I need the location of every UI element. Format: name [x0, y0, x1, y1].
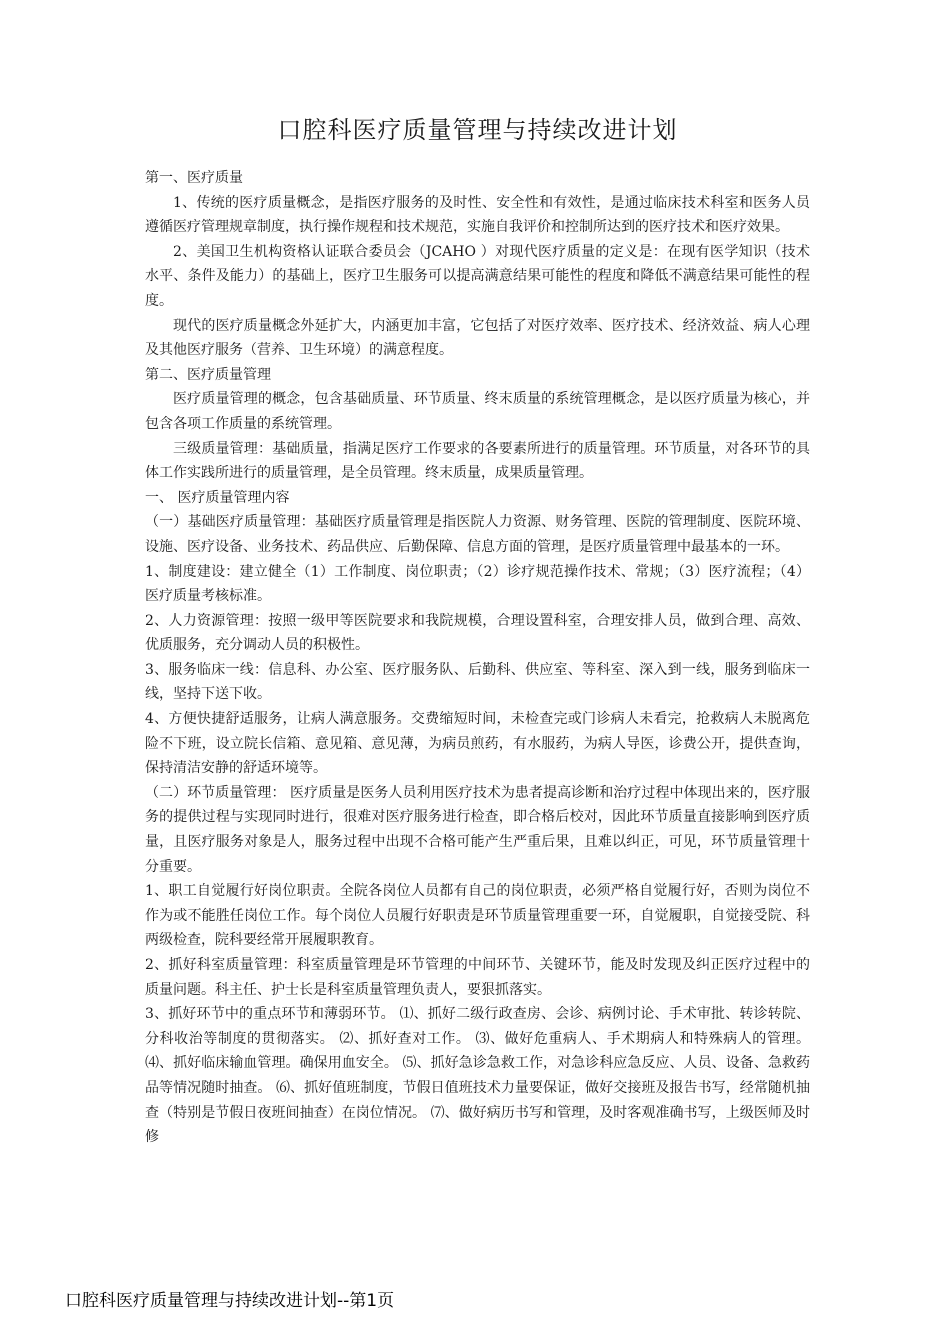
paragraph: 1、传统的医疗质量概念，是指医疗服务的及时性、安全性和有效性，是通过临床技术科室和医务人员遵循医疗管理规章制度，执行操作规程和技术规范，实施自我评价和控制所达到的医疗技术和医疗效果。: [145, 194, 810, 236]
paragraph: （一）基础医疗质量管理：基础医疗质量管理是指医院人力资源、财务管理、医院的管理制度、医院环境、设施、医疗设备、业务技术、药品供应、后勤保障、信息方面的管理，是医疗质量管理中最基本的一环。: [145, 514, 810, 555]
paragraph: 一、 医疗质量管理内容: [145, 489, 290, 506]
paragraph: （二）环节质量管理： 医疗质量是医务人员利用医疗技术为患者提高诊断和治疗过程中体现出来的，医疗服务的提供过程与实现同时进行，很难对医疗服务进行检查，即合格后校对，因此环节质量直接影响到医疗质量，且医疗服务对象是人，服务过程中出现不合格可能产生严重后果，且难以纠正，可见，环节质量管理十分重要。: [145, 784, 810, 875]
page-footer: 口腔科医疗质量管理与持续改进计划--第1页: [65, 1291, 395, 1311]
paragraph: 现代的医疗质量概念外延扩大，内涵更加丰富，它包括了对医疗效率、医疗技术、经济效益、病人心理及其他医疗服务（营养、卫生环境）的满意程度。: [145, 317, 810, 359]
paragraph: 2、抓好科室质量管理：科室质量管理是环节管理的中间环节、关键环节，能及时发现及纠正医疗过程中的质量问题。科主任、护士长是科室质量管理负责人，要狠抓落实。: [145, 957, 810, 998]
paragraph: 1、职工自觉履行好岗位职责。全院各岗位人员都有自己的岗位职责，必须严格自觉履行好，否则为岗位不作为或不能胜任岗位工作。每个岗位人员履行好职责是环节质量管理重要一环，自觉履职，自觉接受院、科两级检查，院科要经常开展履职教育。: [145, 883, 810, 949]
document-body: [145, 166, 810, 1150]
paragraph: 2、美国卫生机构资格认证联合委员会（JCAHO ）对现代医疗质量的定义是：在现有医学知识（技术水平、条件及能力）的基础上，医疗卫生服务可以提高满意结果可能性的程度和降低不满意结果可能性的程度。: [145, 243, 810, 309]
paragraph: 3、抓好环节中的重点环节和薄弱环节。 ⑴、抓好二级行政查房、会诊、病例讨论、手术审批、转诊转院、分科收治等制度的贯彻落实。 ⑵、抓好查对工作。 ⑶、做好危重病人、手术期病人和特殊病人的管理。 ⑷、抓好临床输血管理。确保用血安全。 ⑸、抓好急诊急救工作，对急诊科应急反应、人员、设备、急救药品等情况随时抽查。 ⑹、抓好值班制度，节假日值班技术力量要保证，做好交接班及报告书写，经常随机抽查（特别是节假日夜班间抽查）在岗位情况。 ⑺、做好病历书写和管理，及时客观准确书写，上级医师及时修: [145, 1006, 810, 1146]
paragraph: 2、人力资源管理：按照一级甲等医院要求和我院规模，合理设置科室，合理安排人员，做到合理、高效、优质服务，充分调动人员的积极性。: [145, 612, 810, 654]
paragraph: 第二、医疗质量管理: [145, 366, 271, 383]
document-title: 口腔科医疗质量管理与持续改进计划: [277, 116, 678, 144]
paragraph: 3、服务临床一线：信息科、办公室、医疗服务队、后勤科、供应室、等科室、深入到一线，服务到临床一线，坚持下送下收。: [145, 661, 810, 703]
paragraph: 三级质量管理：基础质量，指满足医疗工作要求的各要素所进行的质量管理。环节质量，对各环节的具体工作实践所进行的质量管理，是全员管理。终末质量，成果质量管理。: [145, 440, 810, 482]
paragraph: 第一、医疗质量: [145, 170, 243, 186]
paragraph: 1、制度建设：建立健全（1）工作制度、岗位职责；（2）诊疗规范操作技术、常规；（3）医疗流程；（4）医疗质量考核标准。: [145, 563, 810, 605]
paragraph: 4、方便快捷舒适服务，让病人满意服务。交费缩短时间，未检查完或门诊病人未看完，抢救病人未脱离危险不下班，设立院长信箱、意见箱、意见薄，为病员煎药，有水服药，为病人导医，诊费公开，提供查询，保持清洁安静的舒适环境等。: [145, 711, 810, 777]
paragraph: 医疗质量管理的概念，包含基础质量、环节质量、终末质量的系统管理概念，是以医疗质量为核心，并包含各项工作质量的系统管理。: [145, 391, 810, 432]
